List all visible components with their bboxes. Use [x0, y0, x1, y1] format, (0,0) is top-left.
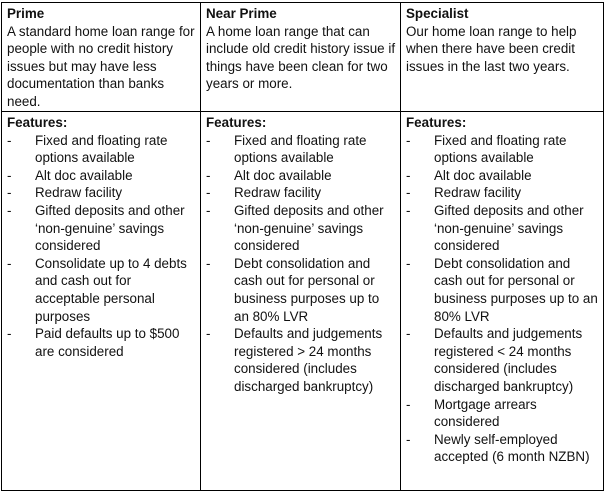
prime-title: Prime	[7, 6, 45, 21]
near-prime-header-cell	[201, 2, 401, 112]
feature-item: - Consolidate up to 4 debts and cash out for acceptable personal purposes	[7, 255, 196, 325]
feature-item: - Alt doc available	[206, 167, 396, 185]
feature-item: - Paid defaults up to $500 are considered	[7, 325, 196, 360]
feature-item: - Gifted deposits and other ‘non-genuine’ savings considered	[206, 202, 396, 255]
feature-item: - Defaults and judgements registered > 24 months considered (includes discharged bankruptcy)	[206, 325, 396, 395]
specialist-features-cell	[401, 112, 604, 491]
feature-item: - Fixed and floating rate options available	[7, 132, 196, 167]
specialist-features-label: Features:	[406, 115, 467, 130]
specialist-description: Our home loan range to help when there have been credit issues in the last two years.	[406, 23, 577, 74]
feature-item: - Redraw facility	[7, 184, 196, 202]
feature-item: - Redraw facility	[206, 184, 396, 202]
near-prime-title: Near Prime	[206, 6, 277, 21]
feature-item: - Fixed and floating rate options available	[406, 132, 599, 167]
prime-description: A standard home loan range for people with no credit history issues but may have less documentation than banks need.	[7, 23, 195, 109]
feature-item: - Alt doc available	[406, 167, 599, 185]
specialist-header-cell	[401, 2, 604, 112]
near-prime-description: A home loan range that can include old credit history issue if things have been clean for two years or more.	[206, 23, 396, 92]
feature-item: - Redraw facility	[406, 184, 599, 202]
feature-item: - Debt consolidation and cash out for personal or business purposes up to an 80% LVR	[406, 255, 599, 325]
loan-comparison-table	[1, 2, 604, 491]
feature-item: - Gifted deposits and other ‘non-genuine’ savings considered	[406, 202, 599, 255]
prime-feature-list	[7, 132, 196, 361]
prime-features-cell	[1, 112, 201, 491]
feature-item: - Fixed and floating rate options available	[206, 132, 396, 167]
prime-header-cell	[1, 2, 201, 112]
near-prime-features-label: Features:	[206, 115, 267, 130]
specialist-title: Specialist	[406, 6, 469, 21]
feature-item: - Gifted deposits and other ‘non-genuine’ savings considered	[7, 202, 196, 255]
near-prime-features-cell	[201, 112, 401, 491]
near-prime-feature-list	[206, 132, 396, 396]
prime-features-label: Features:	[7, 115, 68, 130]
feature-item: - Alt doc available	[7, 167, 196, 185]
feature-item: - Newly self-employed accepted (6 month NZBN)	[406, 431, 599, 466]
feature-item: - Debt consolidation and cash out for personal or business purposes up to an 80% LVR	[206, 255, 396, 325]
feature-item: - Defaults and judgements registered < 24 months considered (includes discharged bankruptcy)	[406, 325, 599, 395]
specialist-feature-list	[406, 132, 599, 466]
feature-item: - Mortgage arrears considered	[406, 396, 599, 431]
